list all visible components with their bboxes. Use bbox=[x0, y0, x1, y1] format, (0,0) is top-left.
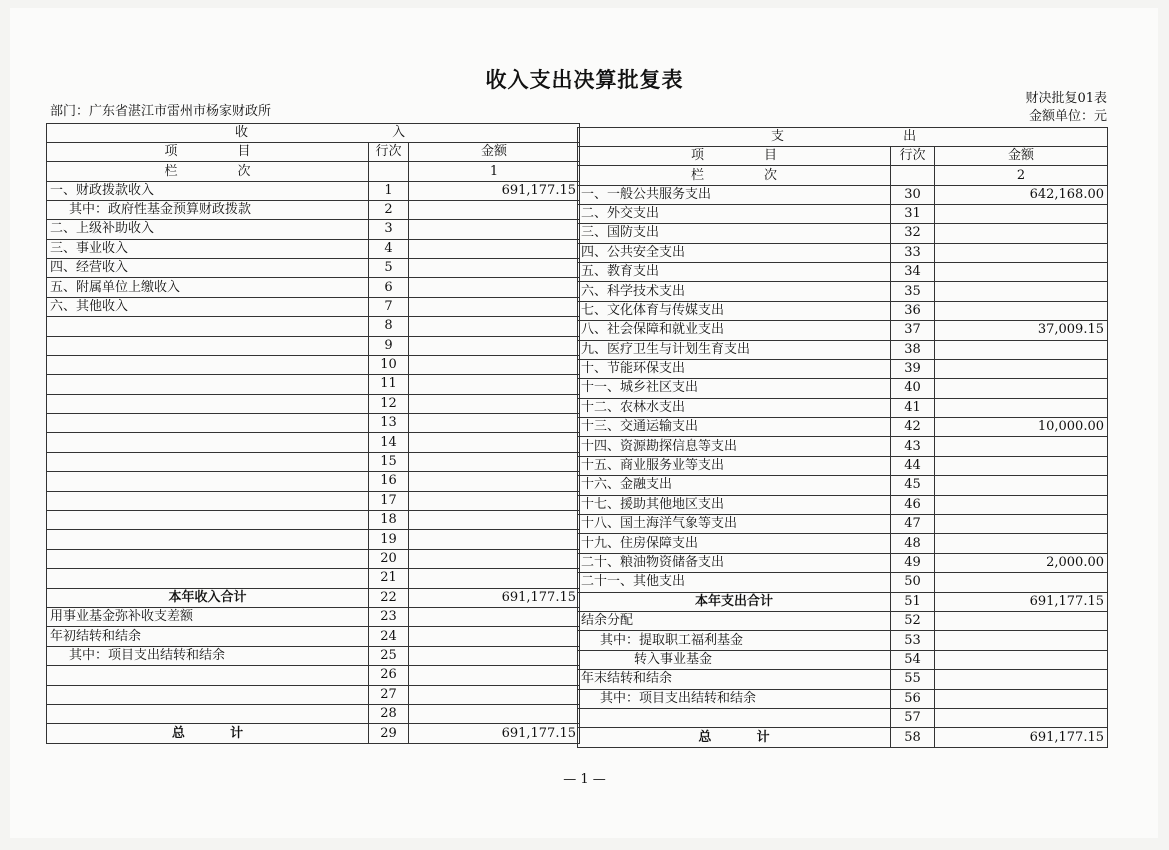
income-row-label bbox=[47, 511, 369, 530]
expense-row-number: 40 bbox=[891, 379, 935, 398]
income-row-number: 12 bbox=[369, 394, 409, 413]
income-row bbox=[47, 297, 580, 316]
income-row-label bbox=[47, 433, 369, 452]
expense-row bbox=[578, 534, 1108, 553]
income-row-label bbox=[47, 414, 369, 433]
income-row-label bbox=[47, 685, 369, 704]
expense-row bbox=[578, 708, 1108, 727]
expense-row bbox=[578, 650, 1108, 669]
expense-row bbox=[578, 243, 1108, 262]
income-row-amount: 691,177.15 bbox=[409, 588, 580, 607]
income-row-number: 16 bbox=[369, 472, 409, 491]
income-row-number: 21 bbox=[369, 569, 409, 588]
income-col-item-a: 项 bbox=[164, 144, 178, 160]
income-row-label bbox=[47, 472, 369, 491]
expense-row-amount bbox=[935, 708, 1108, 727]
form-number: 财决批复01表 bbox=[1025, 91, 1107, 106]
income-row-amount bbox=[409, 317, 580, 336]
expense-row-label: 其中：项目支出结转和结余 bbox=[578, 689, 891, 708]
income-row bbox=[47, 472, 580, 491]
income-row-number: 28 bbox=[369, 704, 409, 723]
expense-row bbox=[578, 379, 1108, 398]
income-row-number: 24 bbox=[369, 627, 409, 646]
income-row-number: 26 bbox=[369, 666, 409, 685]
expense-col-item-a: 项 bbox=[690, 148, 704, 164]
expense-row-label: 本年支出合计 bbox=[578, 592, 891, 611]
income-row-label: 三、事业收入 bbox=[47, 239, 369, 258]
income-row-amount bbox=[409, 220, 580, 239]
income-row-label bbox=[47, 317, 369, 336]
income-row-amount bbox=[409, 452, 580, 471]
income-row bbox=[47, 181, 580, 200]
income-row-number: 9 bbox=[369, 336, 409, 355]
income-row bbox=[47, 724, 580, 743]
expense-row bbox=[578, 340, 1108, 359]
income-row-amount bbox=[409, 297, 580, 316]
income-row bbox=[47, 685, 580, 704]
income-row-number: 27 bbox=[369, 685, 409, 704]
expense-row-label: 一、一般公共服务支出 bbox=[578, 185, 891, 204]
income-row bbox=[47, 220, 580, 239]
income-row-amount bbox=[409, 433, 580, 452]
expense-row-number: 48 bbox=[891, 534, 935, 553]
income-row-number: 29 bbox=[369, 724, 409, 743]
expense-row bbox=[578, 592, 1108, 611]
expense-row-amount bbox=[935, 534, 1108, 553]
expense-row-amount bbox=[935, 359, 1108, 378]
expense-row-label: 八、社会保障和就业支出 bbox=[578, 321, 891, 340]
expense-row-amount bbox=[935, 398, 1108, 417]
income-row bbox=[47, 530, 580, 549]
income-row-number: 10 bbox=[369, 355, 409, 374]
expense-row bbox=[578, 398, 1108, 417]
expense-row-label: 十三、交通运输支出 bbox=[578, 418, 891, 437]
expense-row bbox=[578, 301, 1108, 320]
income-row-amount bbox=[409, 200, 580, 219]
income-row-label bbox=[47, 549, 369, 568]
income-row-label: 六、其他收入 bbox=[47, 297, 369, 316]
income-row bbox=[47, 433, 580, 452]
expense-row bbox=[578, 495, 1108, 514]
income-row bbox=[47, 414, 580, 433]
expense-row-label: 结余分配 bbox=[578, 611, 891, 630]
expense-row-amount bbox=[935, 282, 1108, 301]
income-row-number: 1 bbox=[369, 181, 409, 200]
amount-unit: 金额单位：元 bbox=[1028, 109, 1107, 124]
income-row-label: 总 计 bbox=[47, 724, 369, 743]
expense-row-number: 39 bbox=[891, 359, 935, 378]
income-row-amount bbox=[409, 414, 580, 433]
income-section-char-a: 收 bbox=[235, 125, 249, 140]
expense-row-number: 52 bbox=[891, 611, 935, 630]
expense-row bbox=[578, 437, 1108, 456]
expense-row-label: 年末结转和结余 bbox=[578, 670, 891, 689]
expense-row bbox=[578, 611, 1108, 630]
income-row-amount bbox=[409, 685, 580, 704]
expense-row-label: 十一、城乡社区支出 bbox=[578, 379, 891, 398]
expense-row-amount bbox=[935, 243, 1108, 262]
income-row bbox=[47, 258, 580, 277]
expense-row-number: 34 bbox=[891, 262, 935, 281]
expense-row-number: 30 bbox=[891, 185, 935, 204]
expense-row-number: 45 bbox=[891, 476, 935, 495]
expense-row-amount bbox=[935, 573, 1108, 592]
expense-row-amount bbox=[935, 379, 1108, 398]
income-row-amount bbox=[409, 704, 580, 723]
income-row-amount: 691,177.15 bbox=[409, 724, 580, 743]
income-row-amount bbox=[409, 355, 580, 374]
income-row-number: 19 bbox=[369, 530, 409, 549]
expense-lan-row bbox=[578, 166, 1108, 185]
expense-row-amount: 691,177.15 bbox=[935, 728, 1108, 747]
expense-row-label: 其中：提取职工福利基金 bbox=[578, 631, 891, 650]
income-row-label: 用事业基金弥补收支差额 bbox=[47, 607, 369, 626]
expense-row-label: 十七、援助其他地区支出 bbox=[578, 495, 891, 514]
expense-row-amount bbox=[935, 224, 1108, 243]
expense-col-lan-empty bbox=[891, 166, 935, 185]
income-row-number: 15 bbox=[369, 452, 409, 471]
income-row-number: 20 bbox=[369, 549, 409, 568]
expense-row-label: 四、公共安全支出 bbox=[578, 243, 891, 262]
income-row-number: 18 bbox=[369, 511, 409, 530]
expense-row-number: 32 bbox=[891, 224, 935, 243]
expense-row-number: 53 bbox=[891, 631, 935, 650]
income-row bbox=[47, 588, 580, 607]
expense-row-number: 50 bbox=[891, 573, 935, 592]
income-row-label: 本年收入合计 bbox=[47, 588, 369, 607]
expense-row-amount: 642,168.00 bbox=[935, 185, 1108, 204]
expense-row-label: 十九、住房保障支出 bbox=[578, 534, 891, 553]
expense-row bbox=[578, 418, 1108, 437]
expense-row-amount bbox=[935, 670, 1108, 689]
income-row bbox=[47, 200, 580, 219]
income-section-char-b: 入 bbox=[392, 125, 406, 140]
income-row-amount bbox=[409, 666, 580, 685]
income-row-number: 17 bbox=[369, 491, 409, 510]
expense-row bbox=[578, 573, 1108, 592]
expense-row bbox=[578, 631, 1108, 650]
income-row bbox=[47, 491, 580, 510]
expense-row-number: 54 bbox=[891, 650, 935, 669]
income-col-amount-no: 1 bbox=[409, 162, 580, 181]
income-row bbox=[47, 375, 580, 394]
expense-row-number: 43 bbox=[891, 437, 935, 456]
income-row bbox=[47, 239, 580, 258]
income-row-amount bbox=[409, 491, 580, 510]
income-row-number: 13 bbox=[369, 414, 409, 433]
income-row bbox=[47, 666, 580, 685]
income-row-number: 22 bbox=[369, 588, 409, 607]
income-section-header bbox=[47, 124, 580, 143]
expense-table bbox=[577, 127, 1108, 748]
expense-row-amount bbox=[935, 301, 1108, 320]
income-row-number: 4 bbox=[369, 239, 409, 258]
income-lan-row bbox=[47, 162, 580, 181]
expense-row-amount bbox=[935, 437, 1108, 456]
expense-row-amount: 2,000.00 bbox=[935, 553, 1108, 572]
income-col-header-row bbox=[47, 143, 580, 162]
income-row-number: 7 bbox=[369, 297, 409, 316]
expense-col-header-row bbox=[578, 147, 1108, 166]
department-label: 部门：广东省湛江市雷州市杨家财政所 bbox=[50, 104, 272, 119]
expense-row-label: 五、教育支出 bbox=[578, 262, 891, 281]
income-row-label bbox=[47, 530, 369, 549]
income-row bbox=[47, 607, 580, 626]
expense-row bbox=[578, 185, 1108, 204]
page-title: 收入支出决算批复表 bbox=[485, 67, 684, 92]
expense-row bbox=[578, 359, 1108, 378]
income-row bbox=[47, 278, 580, 297]
expense-col-amount: 金额 bbox=[935, 147, 1108, 166]
expense-row-number: 51 bbox=[891, 592, 935, 611]
expense-row-label: 总 计 bbox=[578, 728, 891, 747]
expense-row bbox=[578, 728, 1108, 747]
expense-row-number: 56 bbox=[891, 689, 935, 708]
expense-row bbox=[578, 670, 1108, 689]
income-row-amount bbox=[409, 569, 580, 588]
income-row-amount bbox=[409, 530, 580, 549]
income-row-number: 2 bbox=[369, 200, 409, 219]
expense-row bbox=[578, 224, 1108, 243]
expense-col-item-b: 目 bbox=[764, 148, 778, 164]
expense-row-amount bbox=[935, 650, 1108, 669]
income-row-label bbox=[47, 394, 369, 413]
expense-section-header bbox=[578, 128, 1108, 147]
expense-row-label: 十五、商业服务业等支出 bbox=[578, 456, 891, 475]
expense-row bbox=[578, 515, 1108, 534]
income-row-label: 二、上级补助收入 bbox=[47, 220, 369, 239]
expense-section-char-b: 出 bbox=[903, 129, 917, 144]
expense-row-label: 十、节能环保支出 bbox=[578, 359, 891, 378]
expense-row bbox=[578, 476, 1108, 495]
income-row bbox=[47, 627, 580, 646]
expense-row-label: 六、科学技术支出 bbox=[578, 282, 891, 301]
income-row-amount bbox=[409, 627, 580, 646]
income-row-number: 3 bbox=[369, 220, 409, 239]
expense-row-number: 38 bbox=[891, 340, 935, 359]
income-row-amount bbox=[409, 239, 580, 258]
expense-row-number: 35 bbox=[891, 282, 935, 301]
expense-row-label: 九、医疗卫生与计划生育支出 bbox=[578, 340, 891, 359]
income-table bbox=[46, 123, 580, 744]
income-row-label bbox=[47, 355, 369, 374]
expense-row-amount bbox=[935, 689, 1108, 708]
income-row-amount bbox=[409, 607, 580, 626]
expense-row bbox=[578, 689, 1108, 708]
income-row-label bbox=[47, 569, 369, 588]
expense-row-number: 44 bbox=[891, 456, 935, 475]
income-col-lan bbox=[47, 162, 369, 181]
income-header-row bbox=[47, 124, 580, 143]
expense-row-label: 十二、农林水支出 bbox=[578, 398, 891, 417]
income-row-amount bbox=[409, 258, 580, 277]
expense-row-amount bbox=[935, 204, 1108, 223]
income-row-label: 五、附属单位上缴收入 bbox=[47, 278, 369, 297]
income-row-label bbox=[47, 452, 369, 471]
expense-row bbox=[578, 553, 1108, 572]
expense-col-lan-b: 次 bbox=[764, 167, 778, 183]
income-col-item bbox=[47, 143, 369, 162]
expense-row-label: 二、外交支出 bbox=[578, 204, 891, 223]
expense-row-number: 47 bbox=[891, 515, 935, 534]
expense-row-number: 49 bbox=[891, 553, 935, 572]
income-row-label bbox=[47, 375, 369, 394]
income-col-lan-b: 次 bbox=[237, 163, 251, 179]
expense-row-amount: 691,177.15 bbox=[935, 592, 1108, 611]
expense-row-label: 二十、粮油物资储备支出 bbox=[578, 553, 891, 572]
income-row-number: 6 bbox=[369, 278, 409, 297]
expense-row-amount bbox=[935, 495, 1108, 514]
expense-row-number: 46 bbox=[891, 495, 935, 514]
income-row bbox=[47, 355, 580, 374]
expense-row-label: 十六、金融支出 bbox=[578, 476, 891, 495]
income-row-amount bbox=[409, 472, 580, 491]
income-row bbox=[47, 569, 580, 588]
income-row-number: 25 bbox=[369, 646, 409, 665]
income-row-amount bbox=[409, 394, 580, 413]
expense-col-lan bbox=[578, 166, 891, 185]
page-number: — 1 — bbox=[563, 772, 606, 787]
income-row-label bbox=[47, 666, 369, 685]
expense-row-amount: 37,009.15 bbox=[935, 321, 1108, 340]
expense-row-amount bbox=[935, 611, 1108, 630]
expense-row-label: 七、文化体育与传媒支出 bbox=[578, 301, 891, 320]
income-col-row: 行次 bbox=[369, 143, 409, 162]
income-row-label bbox=[47, 491, 369, 510]
income-col-lan-empty bbox=[369, 162, 409, 181]
expense-row-amount bbox=[935, 456, 1108, 475]
expense-row-label: 三、国防支出 bbox=[578, 224, 891, 243]
expense-col-amount-no: 2 bbox=[935, 166, 1108, 185]
expense-row-number: 31 bbox=[891, 204, 935, 223]
income-row bbox=[47, 317, 580, 336]
expense-row bbox=[578, 282, 1108, 301]
expense-row-number: 42 bbox=[891, 418, 935, 437]
expense-row-amount bbox=[935, 340, 1108, 359]
income-row bbox=[47, 549, 580, 568]
income-row bbox=[47, 394, 580, 413]
expense-row bbox=[578, 262, 1108, 281]
income-row-amount: 691,177.15 bbox=[409, 181, 580, 200]
income-col-amount: 金额 bbox=[409, 143, 580, 162]
income-row-label bbox=[47, 336, 369, 355]
expense-section-char-a: 支 bbox=[771, 129, 785, 144]
expense-col-row: 行次 bbox=[891, 147, 935, 166]
expense-col-item bbox=[578, 147, 891, 166]
expense-row bbox=[578, 204, 1108, 223]
expense-row-amount: 10,000.00 bbox=[935, 418, 1108, 437]
income-row-label bbox=[47, 704, 369, 723]
expense-row-amount bbox=[935, 262, 1108, 281]
expense-row-number: 41 bbox=[891, 398, 935, 417]
income-row bbox=[47, 336, 580, 355]
income-row-label: 四、经营收入 bbox=[47, 258, 369, 277]
income-row-label: 其中：项目支出结转和结余 bbox=[47, 646, 369, 665]
income-row-number: 8 bbox=[369, 317, 409, 336]
expense-row-label: 转入事业基金 bbox=[578, 650, 891, 669]
income-row-number: 14 bbox=[369, 433, 409, 452]
income-row-amount bbox=[409, 336, 580, 355]
income-row-number: 23 bbox=[369, 607, 409, 626]
expense-row-number: 33 bbox=[891, 243, 935, 262]
income-row bbox=[47, 511, 580, 530]
income-row-number: 11 bbox=[369, 375, 409, 394]
income-row bbox=[47, 704, 580, 723]
income-row bbox=[47, 646, 580, 665]
expense-row-amount bbox=[935, 631, 1108, 650]
expense-row-number: 58 bbox=[891, 728, 935, 747]
income-row bbox=[47, 452, 580, 471]
income-row-amount bbox=[409, 375, 580, 394]
form-info bbox=[1025, 90, 1107, 126]
expense-row bbox=[578, 321, 1108, 340]
expense-row-number: 37 bbox=[891, 321, 935, 340]
expense-row bbox=[578, 456, 1108, 475]
income-row-amount bbox=[409, 646, 580, 665]
expense-row-number: 36 bbox=[891, 301, 935, 320]
income-row-amount bbox=[409, 549, 580, 568]
income-row-label: 年初结转和结余 bbox=[47, 627, 369, 646]
expense-row-label: 十八、国土海洋气象等支出 bbox=[578, 515, 891, 534]
expense-row-number: 57 bbox=[891, 708, 935, 727]
expense-row-amount bbox=[935, 515, 1108, 534]
expense-col-lan-a: 栏 bbox=[690, 167, 704, 183]
expense-row-label: 十四、资源勘探信息等支出 bbox=[578, 437, 891, 456]
expense-row-number: 55 bbox=[891, 670, 935, 689]
income-row-amount bbox=[409, 278, 580, 297]
income-row-label: 一、财政拨款收入 bbox=[47, 181, 369, 200]
expense-header-row bbox=[578, 128, 1108, 147]
income-row-label: 其中：政府性基金预算财政拨款 bbox=[47, 200, 369, 219]
income-row-number: 5 bbox=[369, 258, 409, 277]
expense-row-label: 二十一、其他支出 bbox=[578, 573, 891, 592]
income-col-item-b: 目 bbox=[237, 144, 251, 160]
income-row-amount bbox=[409, 511, 580, 530]
expense-row-amount bbox=[935, 476, 1108, 495]
income-col-lan-a: 栏 bbox=[164, 163, 178, 179]
expense-row-label bbox=[578, 708, 891, 727]
